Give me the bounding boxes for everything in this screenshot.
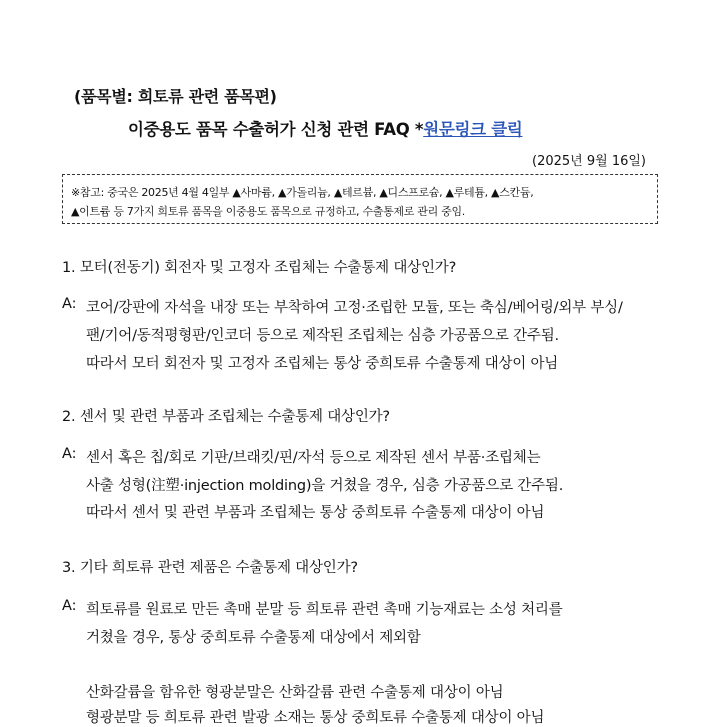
note-line: ※참고: 중국은 2025년 4월 4일부 ▲사마륨, ▲가돌리늄, ▲테르븀, ▲디스프로슘, ▲루테튬, ▲스칸듐, — [71, 186, 534, 199]
document-subtitle: (품목별: 희토류 관련 품목편) — [74, 87, 277, 106]
document-date: (2025년 9월 16일) — [532, 154, 646, 169]
faq-answer-line: 거쳤을 경우, 통상 중희토류 수출통제 대상에서 제외함 — [86, 630, 421, 646]
document-title — [128, 116, 523, 140]
faq-extra-line: 형광분말 등 희토류 관련 발광 소재는 통상 중희토류 수출통제 대상이 아님 — [86, 710, 545, 726]
faq-answer-label: A: — [62, 296, 77, 312]
faq-answer-label: A: — [62, 598, 77, 614]
faq-answer-line: 따라서 모터 회전자 및 고정자 조립체는 통상 중희토류 수출통제 대상이 아님 — [86, 356, 559, 372]
faq-answer-label: A: — [62, 446, 77, 462]
faq-question-3: 3. 기타 희토류 관련 제품은 수출통제 대상인가? — [62, 560, 358, 576]
original-link[interactable]: 원문링크 클릭 — [423, 120, 523, 139]
faq-answer-line: 센서 혹은 칩/회로 기판/브래킷/핀/자석 등으로 제작된 센서 부품·조립체는 — [86, 450, 541, 466]
faq-extra-line: 산화갈륨을 함유한 형광분말은 산화갈륨 관련 수출통제 대상이 아님 — [86, 685, 504, 701]
reference-note-box — [62, 174, 658, 224]
note-line: ▲이트륨 등 7가지 희토류 품목을 이중용도 품목으로 규정하고, 수출통제로 관리 중임. — [71, 205, 465, 218]
faq-answer-line: 희토류를 원료로 만든 촉매 분말 등 희토류 관련 촉매 기능재료는 소성 처리를 — [86, 602, 563, 618]
faq-answer-line: 사출 성형(注塑·injection molding)을 거쳤을 경우, 심층 가공품으로 간주됨. — [86, 478, 564, 494]
faq-question-1: 1. 모터(전동기) 회전자 및 고정자 조립체는 수출통제 대상인가? — [62, 260, 457, 276]
title-text: 이중용도 품목 수출허가 신청 관련 FAQ * — [128, 120, 424, 139]
faq-answer-line: 코어/강판에 자석을 내장 또는 부착하여 고정·조립한 모듈, 또는 축심/베어링/외부 부싱/ — [86, 300, 623, 316]
faq-answer-line: 팬/기어/동적평형판/인코더 등으로 제작된 조립체는 심층 가공품으로 간주됨. — [86, 328, 559, 344]
faq-question-2: 2. 센서 및 관련 부품과 조립체는 수출통제 대상인가? — [62, 409, 390, 425]
faq-answer-line: 따라서 센서 및 관련 부품과 조립체는 통상 중희토류 수출통제 대상이 아님 — [86, 505, 545, 521]
